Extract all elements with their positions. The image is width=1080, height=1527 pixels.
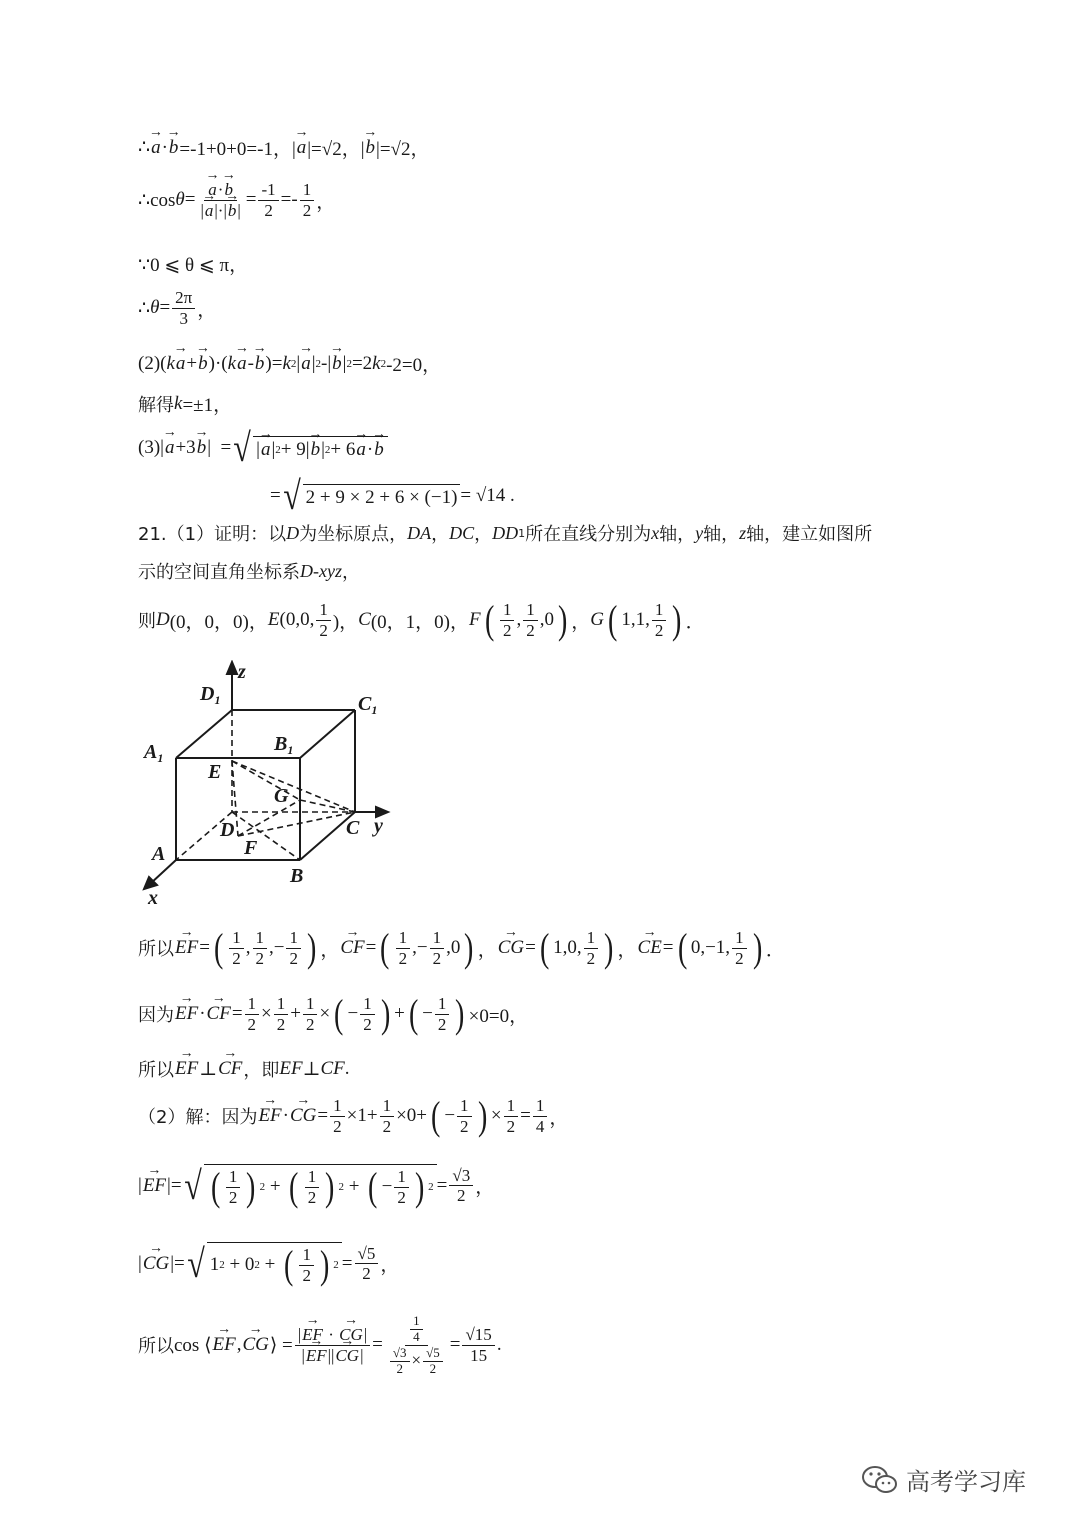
segment-F-C: [238, 812, 355, 836]
segment-E-G: [232, 761, 300, 800]
dot-product-line: 因为 → EF · → CF = $\frac{1}{2}$ × $\frac{1}{2}$ + $\frac{1}{2}$ × ( − $\frac{1}{2}$ ) + ( − $\frac{1}{2}$ ) ×0=0，: [138, 994, 528, 1034]
part2-dot-product: （2）解：因为 → EF · → CG = $\frac{1}{2}$ ×1+ $\frac{1}{2}$ ×0+ ( − $\frac{1}{2}$ ) × $\frac{1}{2}$ = $\frac{1}{4}$ ，: [138, 1096, 568, 1136]
wechat-icon: [860, 1464, 900, 1496]
label-D1: $D_1$: [200, 683, 221, 707]
magnitude-CG: | → CG |= √ 1 2 + 0 2 + ( $\frac{1}{2}$ ) 2 = $\frac{√5}{2}$ ，: [138, 1242, 399, 1285]
label-B: B: [290, 865, 304, 887]
label-E: E: [208, 761, 222, 783]
vectors-line: 所以 → EF = ( $\frac{1}{2}$ , $\frac{1}{2}$ ,− $\frac{1}{2}$ ) ， → CF = ( $\frac{1}{2}$ ,− $\frac{1}{2}$ ,0 ) ， → CG = ( 1,0, $\frac{1}{2}$ ) ， → CE = ( 0,−1, $\frac{1}{2}$ ) ．: [138, 928, 785, 968]
solution-line-7: (3)| → a +3 → b | = √ | → a | 2 + 9| → b | 2 + 6 → a · → b: [138, 428, 388, 468]
label-y: y: [374, 815, 383, 837]
edge-B1-C1: [300, 710, 355, 758]
label-x: x: [148, 887, 158, 909]
solution-line-6: 解得 k =±1，: [138, 392, 233, 416]
solution-line-5: (2)( k → a + → b )·( k → a - → b )= k 2 | → a | 2 -| → b | 2 =2 k 2 -2=0，: [138, 350, 441, 377]
label-F: F: [244, 837, 258, 859]
problem-21-intro: 21.（1）证明：以 D 为坐标原点， DA ， DC ， DD 1 所在直线分别为 x 轴， y 轴， z 轴，建立如图所: [138, 522, 873, 545]
watermark: [860, 1462, 1026, 1497]
solution-line-4: ∴ θ = $\frac{2\pi}{3}$ ，: [138, 288, 217, 328]
edge-A1-D1: [176, 710, 232, 758]
solution-line-1: ∴ → a · → b =-1+0+0=-1，| → a |=√2，| → b |=√2，: [138, 134, 429, 161]
problem-21-intro-cont: 示的空间直角坐标系 D-xyz ，: [138, 560, 360, 583]
label-A1: $A_1$: [144, 741, 164, 765]
label-D: D: [220, 819, 235, 841]
label-G: G: [274, 785, 289, 807]
cosine-result: 所以 cos ⟨ → EF , → CG ⟩ = $\frac{|\to EF \cdot \to CG|}{|\to EF||\to CG|}$ = $\frac{1}{4}$ $\frac{√3}{2}$ × $\frac{√5}{2}$ = $\frac{√15}{15}$ .: [138, 1314, 502, 1377]
magnitude-EF: | → EF |= √ ( $\frac{1}{2}$ ) 2 + ( $\frac{1}{2}$ ) 2 + ( − $\frac{1}{2}$ ) 2 = $\frac{√3}{2}$ ，: [138, 1164, 494, 1207]
label-B1: $B_1$: [274, 733, 294, 757]
z-axis-arrow: [227, 662, 237, 674]
coordinates-line: 则 D (0，0，0)， E (0,0, $\frac{1}{2}$ )， C (0，1，0)， F ( $\frac{1}{2}$ , $\frac{1}{2}$ ,0 ) ， G ( 1,1, $\frac{1}{2}$ ) ．: [138, 597, 705, 643]
solution-line-2: ∴cos θ = → $\frac{a\cdot\to b}{|\to a|\cdot|\to b|}$ = $\frac{-1}{2}$ =- $\frac{1}{2}$ ，: [138, 180, 335, 220]
watermark-text: 高考学习库: [906, 1468, 1026, 1496]
solution-line-8: = √ 2 + 9 × 2 + 6 × (−1) = √14 .: [270, 473, 515, 518]
segment-G-C: [300, 800, 355, 812]
perpendicular-line: 所以 → EF ⊥ → CF ，即 EF ⊥ CF .: [138, 1056, 350, 1082]
label-A: A: [152, 843, 166, 865]
label-C1: $C_1$: [358, 693, 378, 717]
cube-coordinate-figure: [138, 660, 398, 910]
label-C: C: [346, 817, 360, 839]
solution-line-3: ∵0 ⩽ θ ⩽ π，: [138, 255, 249, 276]
label-z: z: [238, 661, 246, 683]
segment-F-G: [238, 800, 300, 836]
